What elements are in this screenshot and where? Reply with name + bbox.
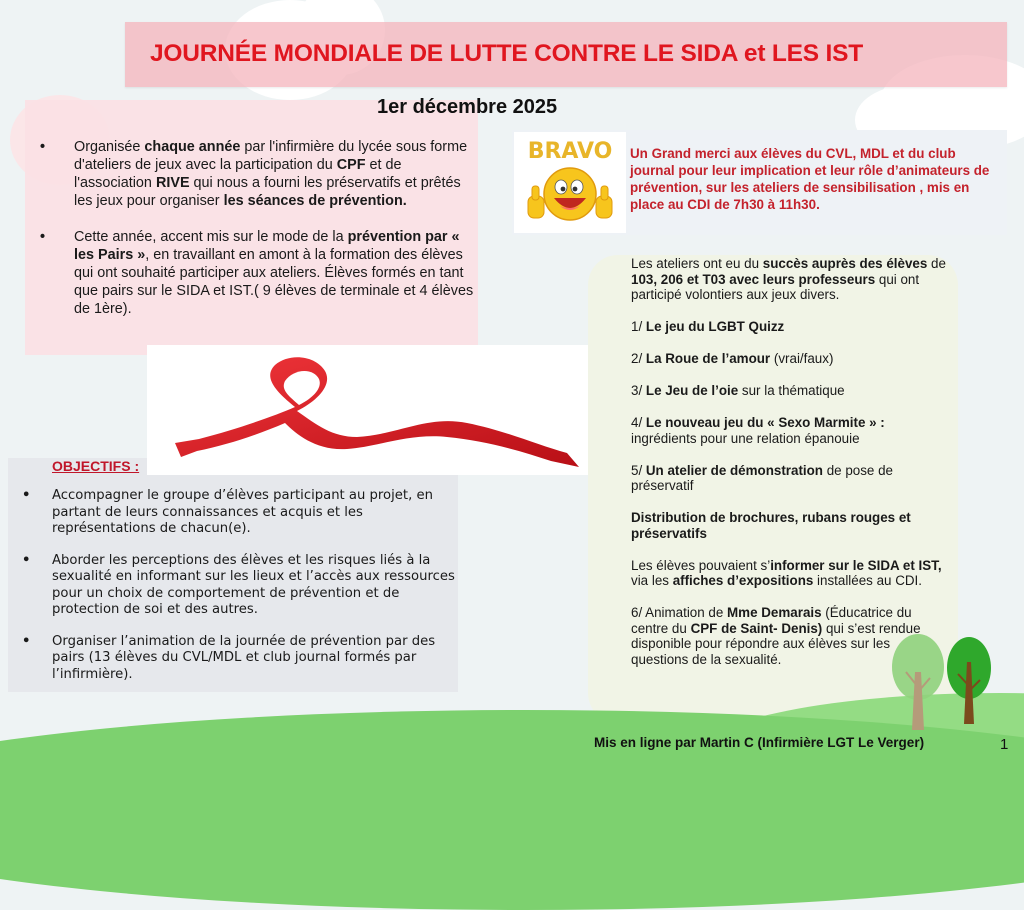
bullet-icon: • <box>22 633 31 649</box>
bullet-icon: • <box>22 488 31 503</box>
text-run: , en travaillant en amont à la formation des élèves qui ont souhaité participer aux ateliers. Élèves formés en tant que pairs sur le SIDA et IST.( 9 élèves de terminale et 4 élèves de 1ère). <box>74 247 474 317</box>
bold-text-run: RIVE <box>155 175 190 191</box>
objective-text: Accompagner le groupe d’élèves participant au projet, en partant de leurs connaissances et acquis et les représentations de chacun(e). <box>52 488 433 536</box>
red-ribbon-image <box>147 345 605 475</box>
text-run: 4/ <box>631 415 646 430</box>
intro-item-text <box>74 229 473 317</box>
thanks-text: Un Grand merci aux élèves du CVL, MDL et du club journal pour leur implication et leur rôle d’animateurs de prévention, sur les ateliers de sensibilisation , mis en place au CDI de 7h30 à 11h30. <box>630 146 990 212</box>
bold-text-run: les séances de prévention. <box>223 193 407 209</box>
text-run: sur la thématique <box>738 383 845 398</box>
tree-icon <box>888 632 948 732</box>
activities-list <box>631 256 951 684</box>
intro-item <box>30 228 480 318</box>
text-run: 1/ <box>631 319 646 334</box>
page-title: JOURNÉE MONDIALE DE LUTTE CONTRE LE SIDA et LES IST <box>150 40 864 67</box>
text-run: qui ont participé volontiers aux jeux divers. <box>631 271 920 302</box>
bold-text-run: affiches d’expositions <box>672 573 814 588</box>
bravo-image <box>514 132 626 233</box>
activity-item <box>631 463 951 494</box>
bravo-label: BRAVO <box>527 139 613 164</box>
text-run: 3/ <box>631 383 646 398</box>
bold-text-run: chaque année <box>144 139 241 155</box>
objectives-list <box>10 488 460 698</box>
activity-item <box>631 319 951 335</box>
activity-item <box>631 415 951 446</box>
objective-text: Aborder les perceptions des élèves et les risques liés à la sexualité en informant sur les lieux et l’accès aux ressources pour un choix de comportement de prévention et de protection de soi et des autres. <box>52 552 455 617</box>
text-run: (Éducatrice du centre du <box>631 605 912 636</box>
text-run: Cette année, accent mis sur le mode de la <box>74 229 348 245</box>
bold-text-run: Le Jeu de l’oie <box>645 383 739 398</box>
text-run: 6/ Animation de <box>631 605 728 620</box>
intro-item <box>30 138 480 210</box>
text-run: Les élèves pouvaient s’ <box>631 557 771 573</box>
intro-list <box>30 138 480 336</box>
footer-credit: Mis en ligne par Martin C (Infirmière LGT Le Verger) <box>594 735 925 750</box>
page-number: 1 <box>1000 736 1009 753</box>
bold-text-run: Un atelier de démonstration <box>645 462 823 478</box>
text-run: (vrai/faux) <box>770 351 834 366</box>
bold-text-run: CPF <box>336 157 366 173</box>
bold-text-run: Le jeu du LGBT Quizz <box>645 319 785 334</box>
objective-item <box>10 488 460 538</box>
text-run: 2/ <box>631 351 646 366</box>
text-run: via les <box>631 573 673 588</box>
intro-item-text <box>74 139 467 209</box>
objective-text: Organiser l’animation de la journée de prévention par des pairs (13 élèves du CVL/MDL et club journal formés par l’infirmière). <box>52 633 436 682</box>
bold-text-run: succès auprès des élèves <box>762 256 928 271</box>
text-run: Les ateliers ont eu du <box>631 256 763 271</box>
text-run: 5/ <box>631 462 646 478</box>
red-ribbon-icon <box>147 345 605 475</box>
tree-icon <box>944 636 994 728</box>
text-run: de pose de préservatif <box>631 462 893 493</box>
activity-item <box>631 558 951 589</box>
bold-text-run: informer sur le SIDA et IST, <box>770 557 942 573</box>
bold-text-run: Le nouveau jeu du « Sexo Marmite » : <box>645 415 885 430</box>
objective-item <box>10 553 460 619</box>
text-run: par l'infirmière du lycée sous forme d'ateliers de jeux avec la participation du <box>74 139 468 173</box>
text-run: et de l'association <box>74 157 402 191</box>
bold-text-run: prévention par « les Pairs » <box>74 229 460 263</box>
bold-text-run: La Roue de l’amour <box>645 351 771 366</box>
objective-item <box>10 634 460 684</box>
text-run: qui s’est rendue disponible pour répondre aux élèves sur les questions de la sexualité. <box>631 620 921 667</box>
text-run: ingrédients pour une relation épanouie <box>631 430 860 446</box>
bullet-icon: • <box>40 139 46 155</box>
thumbs-up-smiley-icon <box>514 132 626 233</box>
objectives-title: OBJECTIFS : <box>52 458 140 474</box>
activity-item <box>631 383 951 399</box>
activity-item <box>631 510 951 541</box>
activity-item <box>631 351 951 367</box>
bullet-icon: • <box>40 229 46 245</box>
text-run: qui nous a fourni les préservatifs et prêtés les jeux pour organiser <box>74 175 461 209</box>
bold-text-run: CPF de Saint- Denis) <box>690 620 823 636</box>
text-run: de <box>927 256 946 271</box>
text-run: installées au CDI. <box>813 573 922 588</box>
bullet-icon: • <box>22 552 31 568</box>
event-date: 1er décembre 2025 <box>377 96 558 118</box>
activities-intro <box>631 256 951 303</box>
bold-text-run: Mme Demarais <box>727 605 822 620</box>
bold-text-run: Distribution de brochures, rubans rouges et préservatifs <box>631 510 911 541</box>
bold-text-run: 103, 206 et T03 avec leurs professeurs <box>631 271 876 287</box>
text-run: Organisée <box>74 139 145 155</box>
